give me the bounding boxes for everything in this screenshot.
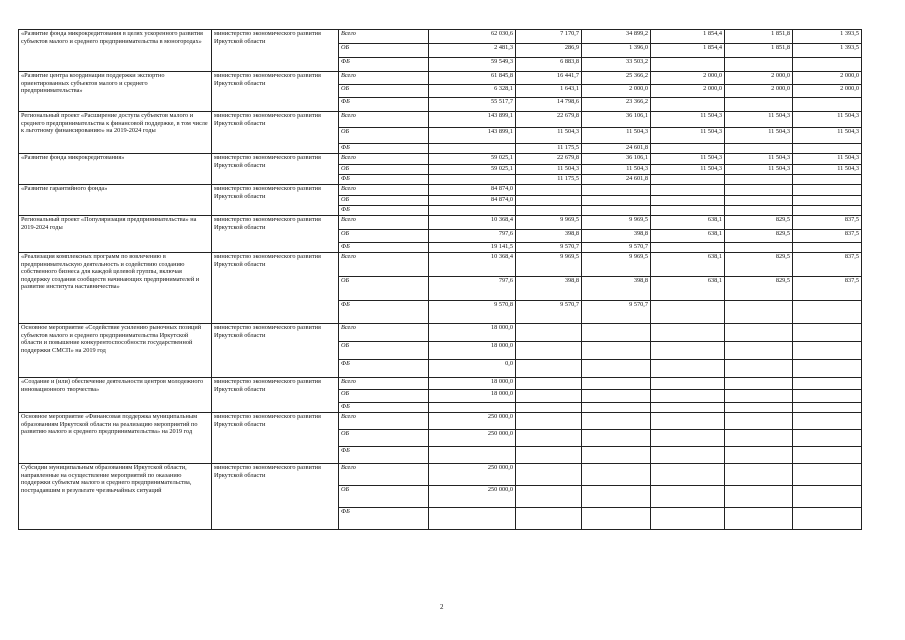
item-description: «Развитие фонда микрокредитования в целях ускоренного развития субъектов малого и среднего предпринимательства в моногородах» [19,30,212,72]
table-row [19,112,862,128]
responsible-organization: министерство экономического развития Иркутской области [212,464,339,530]
amount-cell: 9 969,5 [582,253,651,277]
amount-cell [793,243,862,253]
amount-cell: 11 175,5 [516,144,582,154]
amount-cell [651,301,725,324]
budget-level: ФБ [339,360,429,378]
amount-cell [793,301,862,324]
amount-cell: 638,1 [651,253,725,277]
amount-cell: 829,5 [725,230,793,243]
amount-cell: 11 504,3 [651,154,725,165]
budget-level: ОБ [339,390,429,403]
amount-cell [793,508,862,530]
amount-cell [793,342,862,360]
amount-cell [651,196,725,206]
amount-cell [725,324,793,342]
budget-level: ОБ [339,277,429,301]
amount-cell: 9 969,5 [582,216,651,230]
amount-cell: 84 874,0 [429,196,516,206]
budget-level: ФБ [339,58,429,72]
table-body [19,30,862,530]
amount-cell: 33 503,2 [582,58,651,72]
amount-cell [582,430,651,447]
amount-cell [793,324,862,342]
amount-cell [793,464,862,486]
budget-level: Всего [339,464,429,486]
amount-cell [429,175,516,185]
amount-cell [516,403,582,413]
amount-cell [725,447,793,464]
budget-level: ОБ [339,44,429,58]
amount-cell: 638,1 [651,216,725,230]
amount-cell: 797,6 [429,277,516,301]
amount-cell: 24 601,8 [582,175,651,185]
budget-level: Всего [339,253,429,277]
amount-cell [582,403,651,413]
amount-cell [793,390,862,403]
table-row [19,185,862,196]
amount-cell [516,508,582,530]
amount-cell [793,144,862,154]
amount-cell [516,390,582,403]
responsible-organization: министерство экономического развития Иркутской области [212,185,339,216]
budget-level: Всего [339,378,429,390]
amount-cell: 6 883,8 [516,58,582,72]
amount-cell: 10 368,4 [429,253,516,277]
amount-cell: 9 570,7 [516,243,582,253]
table-row [19,378,862,390]
amount-cell [725,185,793,196]
amount-cell [651,464,725,486]
amount-cell: 16 441,7 [516,72,582,85]
amount-cell [516,360,582,378]
responsible-organization: министерство экономического развития Иркутской области [212,30,339,72]
amount-cell [725,390,793,403]
budget-level: ОБ [339,430,429,447]
amount-cell: 1 854,4 [651,30,725,44]
amount-cell [725,486,793,508]
responsible-organization: министерство экономического развития Иркутской области [212,413,339,464]
amount-cell: 829,5 [725,216,793,230]
table-row [19,30,862,44]
amount-cell [516,342,582,360]
amount-cell [582,185,651,196]
amount-cell: 11 504,3 [516,165,582,175]
amount-cell [651,378,725,390]
table-row [19,154,862,165]
amount-cell: 25 366,2 [582,72,651,85]
amount-cell: 2 481,3 [429,44,516,58]
amount-cell [516,447,582,464]
budget-level: ОБ [339,486,429,508]
amount-cell: 7 170,7 [516,30,582,44]
amount-cell: 11 504,3 [516,128,582,144]
amount-cell: 11 504,3 [582,128,651,144]
item-description: «Развитие гарантийного фонда» [19,185,212,216]
amount-cell [516,430,582,447]
budget-level: ФБ [339,243,429,253]
amount-cell [651,342,725,360]
budget-level: Всего [339,154,429,165]
budget-level: ФБ [339,403,429,413]
amount-cell: 286,9 [516,44,582,58]
amount-cell [516,464,582,486]
amount-cell: 250 000,0 [429,464,516,486]
amount-cell [793,206,862,216]
amount-cell [793,378,862,390]
amount-cell: 829,5 [725,277,793,301]
amount-cell [725,464,793,486]
budget-level: Всего [339,216,429,230]
amount-cell [651,486,725,508]
item-description: «Создание и (или) обеспечение деятельности центров молодежного инновационного творчества» [19,378,212,413]
amount-cell [651,175,725,185]
amount-cell: 59 549,3 [429,58,516,72]
amount-cell: 837,5 [793,253,862,277]
amount-cell [651,447,725,464]
amount-cell: 398,8 [516,277,582,301]
budget-level: ФБ [339,206,429,216]
budget-level: Всего [339,413,429,430]
amount-cell [793,196,862,206]
amount-cell [429,144,516,154]
amount-cell [793,486,862,508]
amount-cell: 11 504,3 [725,128,793,144]
amount-cell [725,360,793,378]
amount-cell: 11 504,3 [582,165,651,175]
amount-cell [725,144,793,154]
amount-cell [725,196,793,206]
amount-cell: 829,5 [725,253,793,277]
amount-cell: 84 874,0 [429,185,516,196]
budget-level: Всего [339,112,429,128]
page-number: 2 [440,603,444,611]
amount-cell [582,342,651,360]
amount-cell: 62 030,6 [429,30,516,44]
budget-level: Всего [339,30,429,44]
amount-cell [429,508,516,530]
amount-cell [516,185,582,196]
amount-cell: 837,5 [793,277,862,301]
amount-cell: 14 798,6 [516,98,582,112]
budget-level: ОБ [339,230,429,243]
budget-level: ФБ [339,175,429,185]
budget-level: Всего [339,185,429,196]
amount-cell [725,413,793,430]
amount-cell: 9 570,7 [582,243,651,253]
amount-cell: 36 106,1 [582,112,651,128]
amount-cell: 2 000,0 [651,85,725,98]
amount-cell [516,378,582,390]
budget-level: ФБ [339,98,429,112]
amount-cell: 9 969,5 [516,216,582,230]
amount-cell: 24 601,8 [582,144,651,154]
budget-level: ФБ [339,447,429,464]
amount-cell [651,403,725,413]
amount-cell [582,413,651,430]
amount-cell: 61 845,8 [429,72,516,85]
amount-cell: 9 570,8 [429,301,516,324]
amount-cell [651,430,725,447]
amount-cell [651,185,725,196]
amount-cell [725,430,793,447]
amount-cell [516,413,582,430]
budget-level: ФБ [339,144,429,154]
budget-level: ФБ [339,508,429,530]
amount-cell: 6 328,1 [429,85,516,98]
responsible-organization: министерство экономического развития Иркутской области [212,378,339,413]
amount-cell [429,206,516,216]
item-description: «Реализация комплексных программ по вовлечению в предпринимательскую деятельность и содействию созданию собственного бизнеса для каждой целевой группы, включая поддержку создания сообществ начинающих предпринимателей и развитие института наставничества» [19,253,212,324]
amount-cell: 638,1 [651,277,725,301]
amount-cell: 837,5 [793,216,862,230]
item-description: Региональный проект «Популяризация предпринимательства» на 2019-2024 годы [19,216,212,253]
amount-cell: 18 000,0 [429,378,516,390]
amount-cell: 250 000,0 [429,486,516,508]
amount-cell: 11 504,3 [793,165,862,175]
amount-cell: 11 504,3 [651,128,725,144]
amount-cell [651,144,725,154]
amount-cell: 36 106,1 [582,154,651,165]
amount-cell: 398,8 [516,230,582,243]
amount-cell [793,175,862,185]
budget-level: Всего [339,72,429,85]
budget-level: ОБ [339,165,429,175]
budget-level: ФБ [339,301,429,324]
item-description: Субсидии муниципальным образованиям Иркутской области, направленные на осуществление мероприятий по оказанию поддержки субъектам малого и среднего предпринимательства, пострадавшим в результате чрезвычайных ситуаций [19,464,212,530]
amount-cell: 2 000,0 [582,85,651,98]
amount-cell [793,430,862,447]
amount-cell: 11 504,3 [651,112,725,128]
amount-cell [651,98,725,112]
amount-cell [793,360,862,378]
amount-cell: 1 393,5 [793,44,862,58]
amount-cell: 55 517,7 [429,98,516,112]
amount-cell: 143 899,1 [429,128,516,144]
amount-cell [651,206,725,216]
amount-cell: 11 504,3 [725,154,793,165]
amount-cell [725,175,793,185]
amount-cell: 18 000,0 [429,390,516,403]
amount-cell: 11 504,3 [793,128,862,144]
responsible-organization: министерство экономического развития Иркутской области [212,154,339,185]
item-description: Основное мероприятие «Содействие усилению рыночных позиций субъектов малого и среднего предпринимательства Иркутской области и повышение конкурентоспособности государственной поддержки СМСП» на 2019 год [19,324,212,378]
amount-cell [725,378,793,390]
amount-cell [651,324,725,342]
table-row [19,253,862,277]
amount-cell [582,447,651,464]
responsible-organization: министерство экономического развития Иркутской области [212,216,339,253]
amount-cell [725,206,793,216]
budget-level: ОБ [339,342,429,360]
amount-cell [793,447,862,464]
amount-cell: 797,6 [429,230,516,243]
responsible-organization: министерство экономического развития Иркутской области [212,72,339,112]
amount-cell [725,243,793,253]
amount-cell: 2 000,0 [793,85,862,98]
amount-cell: 143 899,1 [429,112,516,128]
amount-cell [582,390,651,403]
item-description: Основное мероприятие «Финансовая поддержка муниципальным образованиям Иркутской области на реализацию мероприятий по развитию малого и среднего предпринимательства» на 2019 год [19,413,212,464]
amount-cell: 11 504,3 [651,165,725,175]
amount-cell [725,508,793,530]
amount-cell: 34 899,2 [582,30,651,44]
amount-cell: 9 570,7 [582,301,651,324]
amount-cell [582,486,651,508]
amount-cell: 250 000,0 [429,430,516,447]
amount-cell [582,206,651,216]
amount-cell [725,403,793,413]
amount-cell: 18 000,0 [429,342,516,360]
amount-cell: 398,8 [582,230,651,243]
budget-level: ОБ [339,196,429,206]
budget-level: Всего [339,324,429,342]
amount-cell: 1 643,1 [516,85,582,98]
amount-cell [793,58,862,72]
amount-cell: 11 175,5 [516,175,582,185]
amount-cell [725,58,793,72]
amount-cell [582,378,651,390]
amount-cell: 59 025,1 [429,165,516,175]
amount-cell: 1 396,0 [582,44,651,58]
amount-cell: 638,1 [651,230,725,243]
amount-cell [651,413,725,430]
amount-cell [516,196,582,206]
amount-cell: 2 000,0 [651,72,725,85]
amount-cell: 1 393,5 [793,30,862,44]
table-row [19,464,862,486]
amount-cell [516,486,582,508]
amount-cell [725,342,793,360]
amount-cell [793,403,862,413]
amount-cell: 1 851,8 [725,30,793,44]
amount-cell: 22 679,8 [516,112,582,128]
table-row [19,216,862,230]
amount-cell [582,324,651,342]
amount-cell: 9 570,7 [516,301,582,324]
amount-cell [651,390,725,403]
item-description: «Развитие центра координации поддержки экспортно ориентированных субъектов малого и среднего предпринимательства» [19,72,212,112]
item-description: «Развитие фонда микрокредитования» [19,154,212,185]
amount-cell [725,98,793,112]
item-description: Региональный проект «Расширение доступа субъектов малого и среднего предпринимательства к финансовой поддержке, в том числе к льготному финансированию» на 2019-2024 годы [19,112,212,154]
budget-level: ОБ [339,128,429,144]
responsible-organization: министерство экономического развития Иркутской области [212,112,339,154]
amount-cell: 11 504,3 [793,154,862,165]
amount-cell: 18 000,0 [429,324,516,342]
amount-cell [793,185,862,196]
amount-cell [516,324,582,342]
amount-cell: 2 000,0 [793,72,862,85]
amount-cell [429,403,516,413]
amount-cell [651,508,725,530]
amount-cell: 837,5 [793,230,862,243]
amount-cell: 250 000,0 [429,413,516,430]
amount-cell [516,206,582,216]
amount-cell [429,447,516,464]
amount-cell: 19 141,5 [429,243,516,253]
amount-cell: 398,8 [582,277,651,301]
amount-cell: 9 969,5 [516,253,582,277]
amount-cell [793,98,862,112]
amount-cell [582,196,651,206]
amount-cell [651,360,725,378]
amount-cell: 1 854,4 [651,44,725,58]
amount-cell [582,464,651,486]
table-row [19,324,862,342]
amount-cell: 1 851,8 [725,44,793,58]
amount-cell: 11 504,3 [725,165,793,175]
amount-cell [582,508,651,530]
amount-cell: 2 000,0 [725,72,793,85]
budget-level: ОБ [339,85,429,98]
amount-cell: 23 366,2 [582,98,651,112]
amount-cell: 11 504,3 [725,112,793,128]
amount-cell: 22 679,8 [516,154,582,165]
budget-table [18,29,862,530]
table-row [19,72,862,85]
amount-cell [582,360,651,378]
responsible-organization: министерство экономического развития Иркутской области [212,253,339,324]
amount-cell: 10 368,4 [429,216,516,230]
amount-cell [725,301,793,324]
amount-cell: 0,0 [429,360,516,378]
amount-cell: 11 504,3 [793,112,862,128]
responsible-organization: министерство экономического развития Иркутской области [212,324,339,378]
amount-cell: 59 025,1 [429,154,516,165]
table-row [19,413,862,430]
amount-cell: 2 000,0 [725,85,793,98]
amount-cell [651,58,725,72]
amount-cell [793,413,862,430]
amount-cell [651,243,725,253]
